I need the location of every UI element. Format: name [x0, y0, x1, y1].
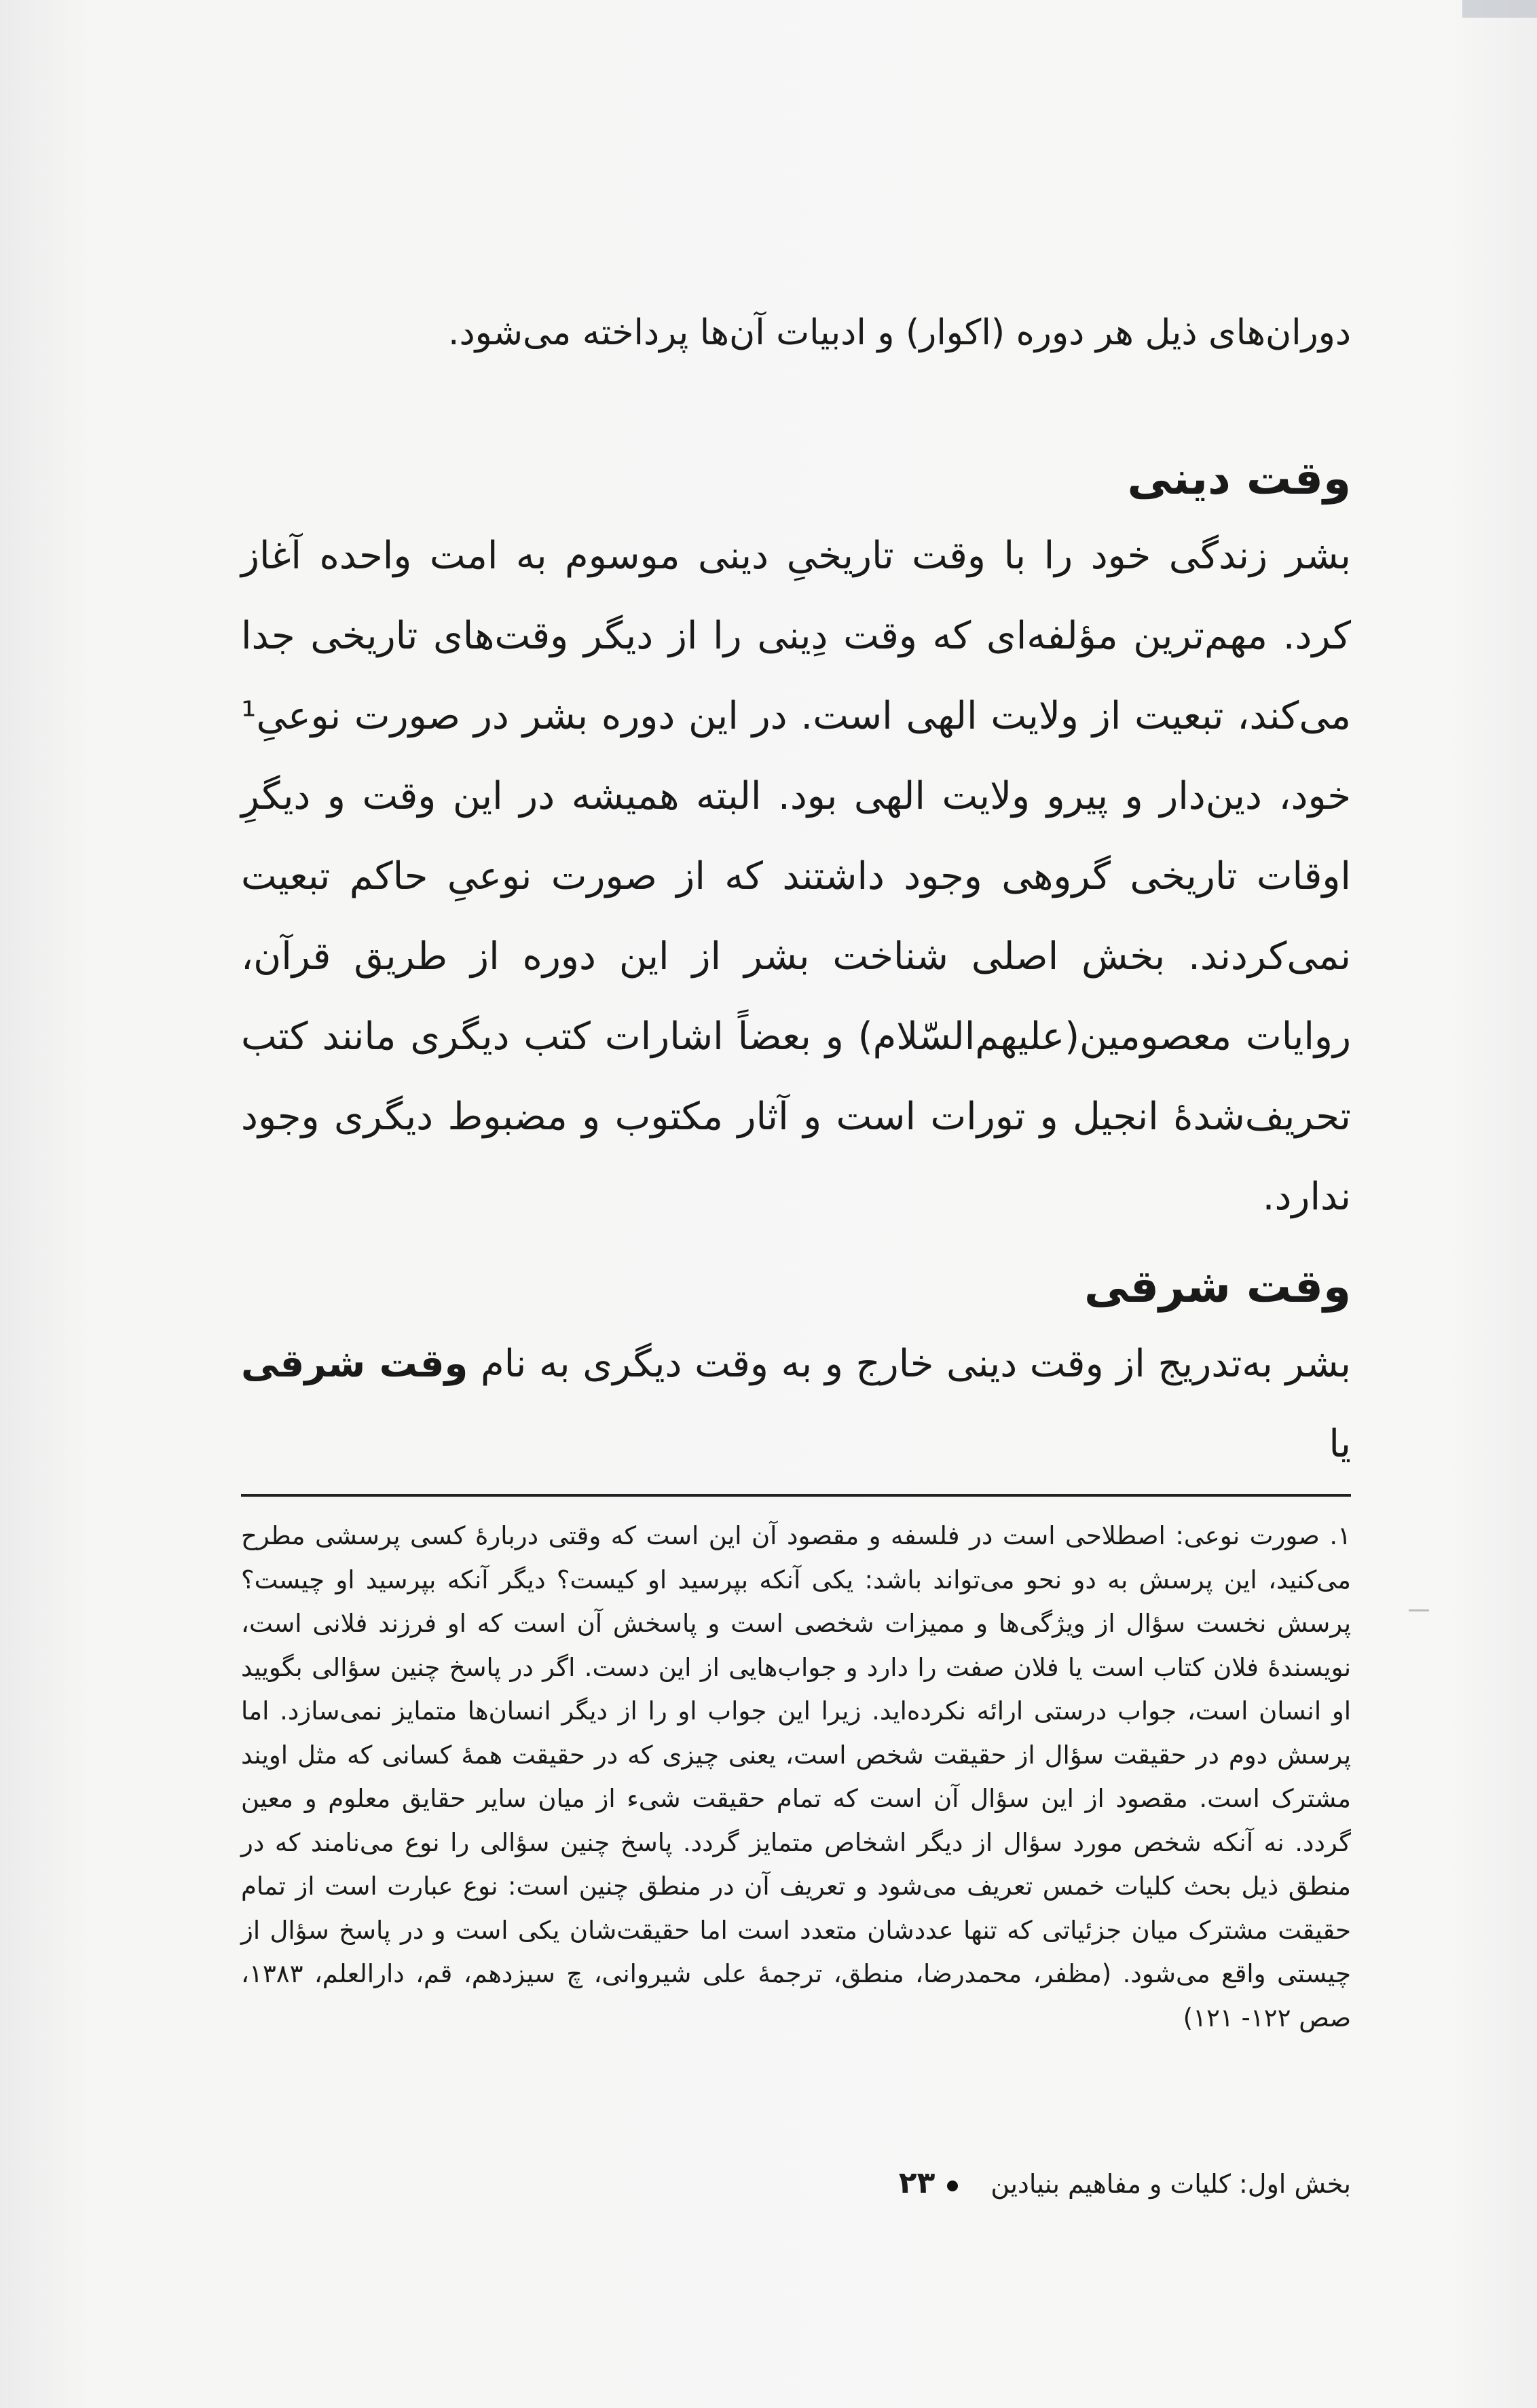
page-footer — [241, 2163, 1351, 2204]
paragraph-text-start: بشر به‌تدریج از وقت دینی خارج و به وقت دیگری به نام — [468, 1342, 1351, 1386]
scan-corner-mark — [1462, 0, 1537, 18]
footnote-divider — [241, 1494, 1351, 1497]
section-heading-eastern-time: وقت شرقی — [1084, 1260, 1351, 1313]
section-heading-religious-time: وقت دینی — [1127, 452, 1351, 505]
section-paragraph-eastern-time — [241, 1324, 1351, 1484]
page-number: ۲۳ — [898, 2166, 936, 2200]
margin-mark — [1409, 1609, 1429, 1611]
footer-section-title: بخش اول: کلیات و مفاهیم بنیادین — [990, 2169, 1351, 2199]
section-paragraph-religious-time: بشر زندگی خود را با وقت تاریخیِ دینی موسوم به امت واحده آغاز کرد. مهم‌ترین مؤلفه‌ای که وقت دِینی را از دیگر وقت‌های تاریخی جدا می‌کند، تبعیت از ولایت الهی است. در این دوره بشر در صورت نوعیِ¹ خود، دین‌دار و پیرو ولایت الهی بود. البته همیشه در این وقت و دیگرِ اوقات تاریخی گروهی وجود داشتند که از صورت نوعیِ حاکم تبعیت نمی‌کردند. بخش اصلی شناخت بشر از این دوره از طریق قرآن، روایات معصومین(علیهم‌السّلام) و بعضاً اشارات کتب دیگری مانند کتب تحریف‌شدۀ انجیل و تورات است و آثار مکتوب و مضبوط دیگری وجود ندارد. — [241, 534, 1351, 1219]
paragraph-text-end: یا — [1329, 1422, 1351, 1466]
bullet-icon — [947, 2181, 958, 2191]
paragraph-bold-term: وقت شرقی — [241, 1342, 468, 1386]
footnote: ۱. صورت نوعی: اصطلاحی است در فلسفه و مقصود آن این است که وقتی دربارۀ کسی پرسشی مطرح می‌کنید، این پرسش به دو نحو می‌تواند باشد: یکی آنکه بپرسید او کیست؟ دیگر آنکه بپرسید او چیست؟ پرسش نخست سؤال از ویژگی‌ها و ممیزات شخصی است و پاسخش آن است که او فرزند فلانی است، نویسندۀ فلان کتاب است یا فلان صفت را دارد و جواب‌هایی از این دست. اگر در پاسخ چنین سؤالی بگویید او انسان است، جواب درستی ارائه نکرده‌اید. زیرا این جواب او را از دیگر انسان‌ها متمایز نمی‌سازد. اما پرسش دوم در حقیقت سؤال از حقیقت شخص است، یعنی چیزی که در حقیقت همۀ کسانی که مثل اویند مشترک است. مقصود از این سؤال آن است که تمام حقیقت شیء از میان سایر حقایق معلوم و معین گردد. نه آنکه شخص مورد سؤال از دیگر اشخاص متمایز گردد. پاسخ چنین سؤالی را نوع می‌نامند که در منطق ذیل بحث کلیات خمس تعریف می‌شود و تعریف آن در منطق چنین است: نوع عبارت است از تمام حقیقت مشترک میان جزئیاتی که تنها عددشان متعدد است اما حقیقت‌شان یکی است و در پاسخ سؤال از چیستی واقع می‌شود. (مظفر، محمدرضا، منطق، ترجمۀ علی شیروانی، چ سیزدهم، قم، دارالعلم، ۱۳۸۳، صص ۱۲۲- ۱۲۱) — [241, 1521, 1351, 2032]
intro-line: دوران‌های ذیل هر دوره (اکوار) و ادبیات آن‌ها پرداخته می‌شود. — [447, 312, 1351, 353]
